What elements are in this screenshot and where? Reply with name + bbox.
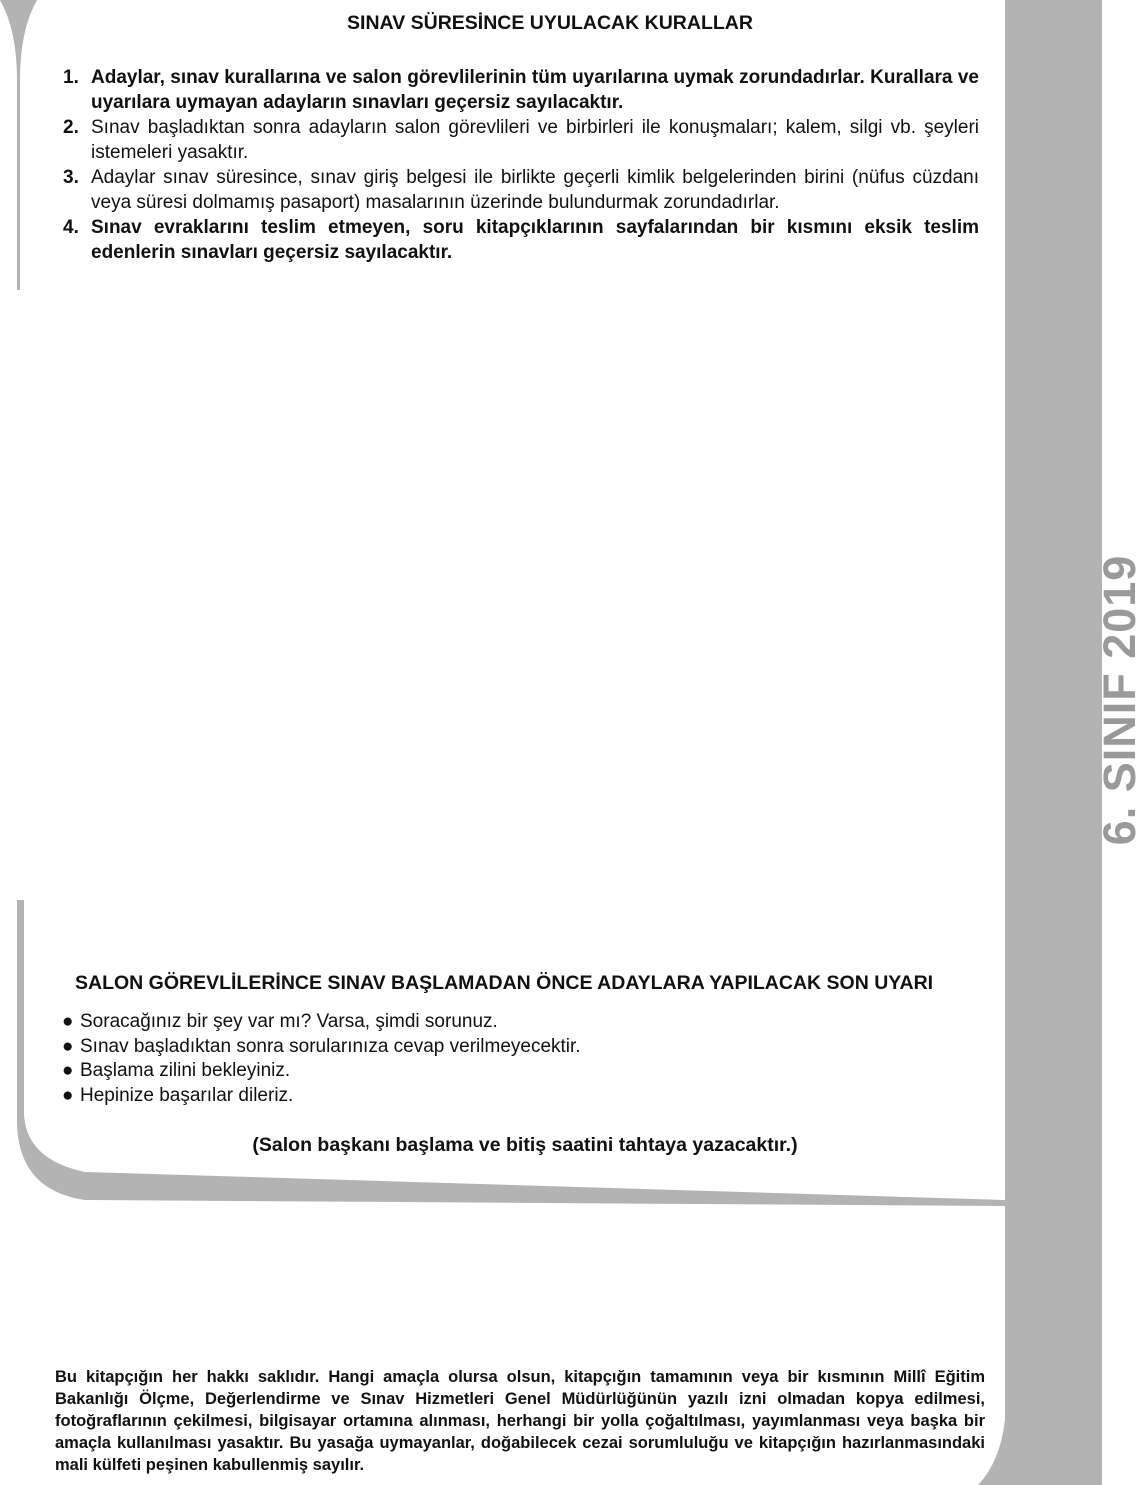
rule-number: 4. [63,217,79,238]
warning-item [62,1035,581,1060]
warning-text: Sınav başladıktan sonra sorularınıza cevap verilmeyecektir. [80,1035,581,1057]
rule-item [63,65,979,115]
rules-title: SINAV SÜRESİNCE UYULACAK KURALLAR [347,12,753,34]
warning-title: SALON GÖREVLİLERİNCE SINAV BAŞLAMADAN ÖNCE ADAYLARA YAPILACAK SON UYARI [75,972,934,994]
warning-text: Başlama zilini bekleyiniz. [80,1060,291,1081]
bullet-icon: ● [62,1084,74,1106]
warning-list [62,1010,581,1108]
salon-head-note: (Salon başkanı başlama ve bitiş saatini tahtaya yazacaktır.) [252,1134,798,1156]
rule-item [63,165,979,215]
bullet-icon: ● [62,1011,74,1032]
rule-item [63,115,979,165]
bullet-icon: ● [62,1035,74,1057]
rule-text: Sınav başladıktan sonra adayların salon görevlileri ve birbirleri ile konuşmaları; kalem, silgi vb. şeyleri istemeleri yasaktır. [91,117,979,163]
warning-text: Hepinize başarılar dileriz. [80,1084,294,1106]
rule-number: 1. [63,67,79,88]
rule-text: Adaylar sınav süresince, sınav giriş belgesi ile birlikte geçerli kimlik belgelerinden birini (nüfus cüzdanı veya süresi dolmamış pasaport) masalarının üzerinde bulundurmak zorundadırlar. [91,167,979,213]
rules-list [63,65,979,265]
warning-item [62,1059,581,1084]
warning-item [62,1010,581,1035]
warning-item [62,1084,581,1109]
grade-year-label: 6. SINIF 2019 [1094,554,1145,846]
rule-text: Sınav evraklarını teslim etmeyen, soru kitapçıklarının sayfalarından bir kısmını eksik teslim edenlerin sınavları geçersiz sayılacaktır. [91,217,979,263]
warning-text: Soracağınız bir şey var mı? Varsa, şimdi sorunuz. [80,1011,498,1032]
rule-text: Adaylar, sınav kurallarına ve salon görevlilerinin tüm uyarılarına uymak zorundadırlar. Kurallara ve uyarılara uymayan adayların sınavları geçersiz sayılacaktır. [91,67,979,113]
rule-item [63,215,979,265]
rule-number: 2. [63,117,79,138]
rule-number: 3. [63,167,79,188]
top-left-corner-curve [0,0,37,290]
copyright-notice: Bu kitapçığın her hakkı saklıdır. Hangi amaçla olursa olsun, kitapçığın tamamının veya bir kısmının Millî Eğitim Bakanlığı Ölçme, Değerlendirme ve Sınav Hizmetleri Genel Müdürlüğünün yazılı izni olmadan kopya edilmesi, fotoğraflarının çekilmesi, bilgisayar ortamına alınması, herhangi bir yolla çoğaltılması, yayımlanması veya başka bir amaçla kullanılması yasaktır. Bu yasağa uymayanlar, doğabilecek cezai sorumluluğu ve kitapçığın hazırlanmasındaki mali külfeti peşinen kabullenmiş sayılır. [55,1368,985,1474]
right-frame-band [978,0,1102,1485]
bullet-icon: ● [62,1060,74,1081]
